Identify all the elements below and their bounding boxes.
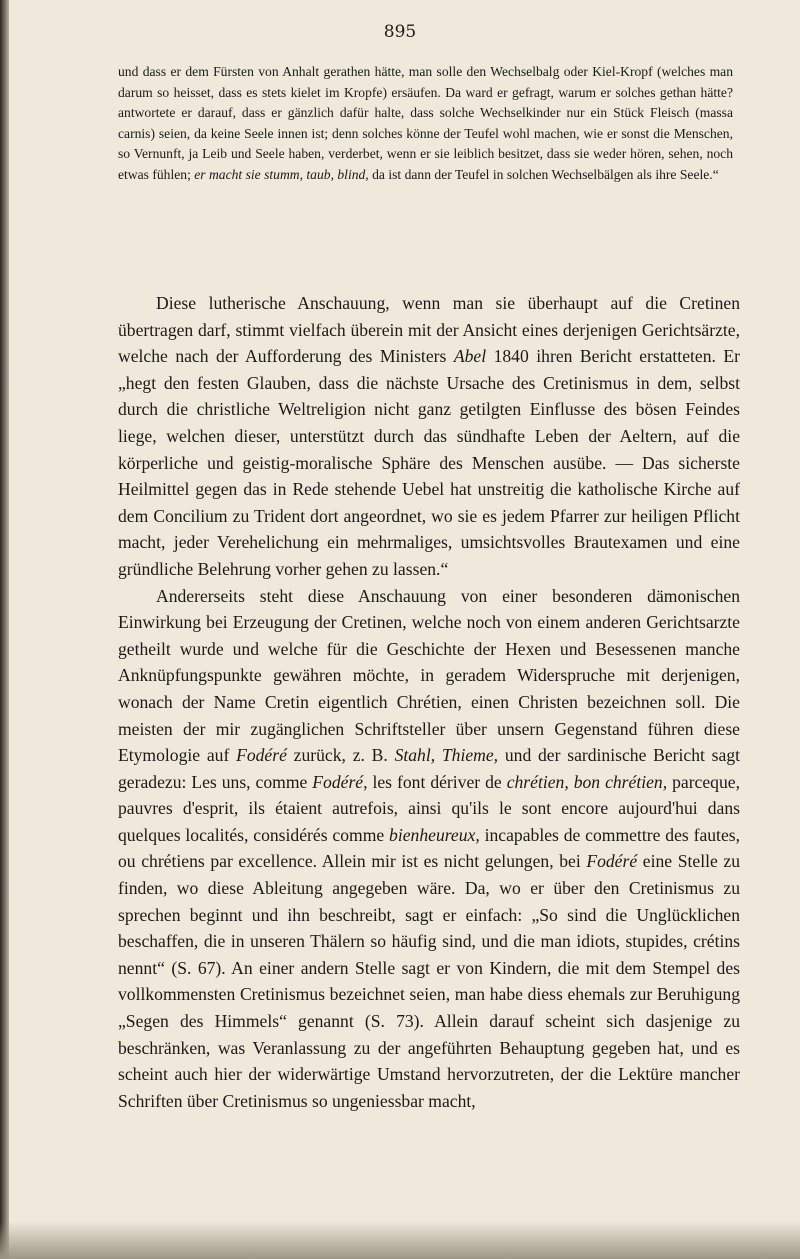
paragraph-etymology: Andererseits steht diese Anschauung von einer besonderen dämonischen Einwirkung bei Erzeugung der Cretinen, welche noch von einem anderen Gerichtsarzte getheilt wurde und welche für die Geschichte der Hexen und Besessenen manche Anknüpfungspunkte gewähren möchte, in geradem Widerspruche mit derjenigen, wonach der Name Cretin eigentlich Chrétien, einen Christen bezeichnen soll. Die meisten der mir zugänglichen Schriftsteller über unsern Gegenstand führen diese Etymologie auf Fodéré zurück, z. B. Stahl, Thieme, und der sardinische Bericht sagt geradezu: Les uns, comme Fodéré, les font dériver de chrétien, bon chrétien, parceque, pauvres d'esprit, ils étaient autrefois, ainsi qu'ils le sont encore aujourd'hui dans quelques localités, considérés comme bienheureux, incapables de commettre des fautes, ou chrétiens par excellence. Allein mir ist es nicht gelungen, bei Fodéré eine Stelle zu finden, wo diese Ableitung angegeben wäre. Da, wo er über den Cretinismus zu sprechen beginnt und ihn beschreibt, sagt er einfach: „So sind die Unglücklichen beschaffen, die in unseren Thälern so häufig sind, und die man idiots, stupides, crétins nennt“ (S. 67). An einer andern Stelle sagt er von Kindern, die mit dem Stempel des vollkommensten Cretinismus bezeichnet seien, man habe diess ehemals zur Beruhigung „Segen des Himmels“ genannt (S. 73). Allein darauf scheint sich dasjenige zu beschränken, was Veranlassung zu der angeführten Behauptung gegeben hat, und es scheint auch hier der widerwärtige Umstand hervorzutreten, der die Lektüre mancher Schriften über Cretinismus so ungeniessbar macht, [118, 585, 741, 1111]
quotation-block [118, 62, 733, 186]
quotation-paragraph: und dass er dem Fürsten von Anhalt gerathen hätte, man solle den Wechselbalg oder Kiel-Kropf (welches man darum so heisset, dass es stets kielet im Kropfe) ersäufen. Da ward er gefragt, warum er solches gethan hätte? antwortete er darauf, dass er gänzlich dafür halte, dass solche Wechselkinder nur ein Stück Fleisch (massa carnis) seien, da keine Seele innen ist; denn solches könne der Teufel wohl machen, wie er sonst die Menschen, so Vernunft, ja Leib und Seele haben, verderbet, wenn er sie leiblich besitzet, dass sie weder hören, sehen, noch etwas fühlen; er macht sie stumm, taub, blind, da ist dann der Teufel in solchen Wechselbälgen als ihre Seele.“ [118, 64, 733, 182]
page-number: 895 [383, 22, 417, 42]
page-bottom-shadow [0, 1221, 800, 1259]
page-edge-shadow [0, 0, 9, 1259]
body-text [118, 290, 740, 1114]
paragraph-lutheran-view: Diese lutherische Anschauung, wenn man sie überhaupt auf die Cretinen übertragen darf, stimmt vielfach überein mit der Ansicht eines derjenigen Gerichtsärzte, welche nach der Aufforderung des Ministers Abel 1840 ihren Bericht erstatteten. Er „hegt den festen Glauben, dass die nächste Ursache des Cretinismus in dem, selbst durch die christliche Weltreligion nicht ganz getilgten Einflusse des bösen Feindes liege, welchen dieser, unterstützt durch das sündhafte Leben der Aeltern, auf die körperliche und geistig-moralische Sphäre des Menschen ausübe. — Das sicherste Heilmittel gegen das in Rede stehende Uebel hat unstreitig die katholische Kirche auf dem Concilium zu Trident dort angeordnet, wo sie es jedem Pfarrer zur heiligen Pflicht macht, jeder Verehelichung ein mehrmaliges, umsichtsvolles Brautexamen und eine gründliche Belehrung vorher gehen zu lassen.“ [118, 293, 740, 579]
